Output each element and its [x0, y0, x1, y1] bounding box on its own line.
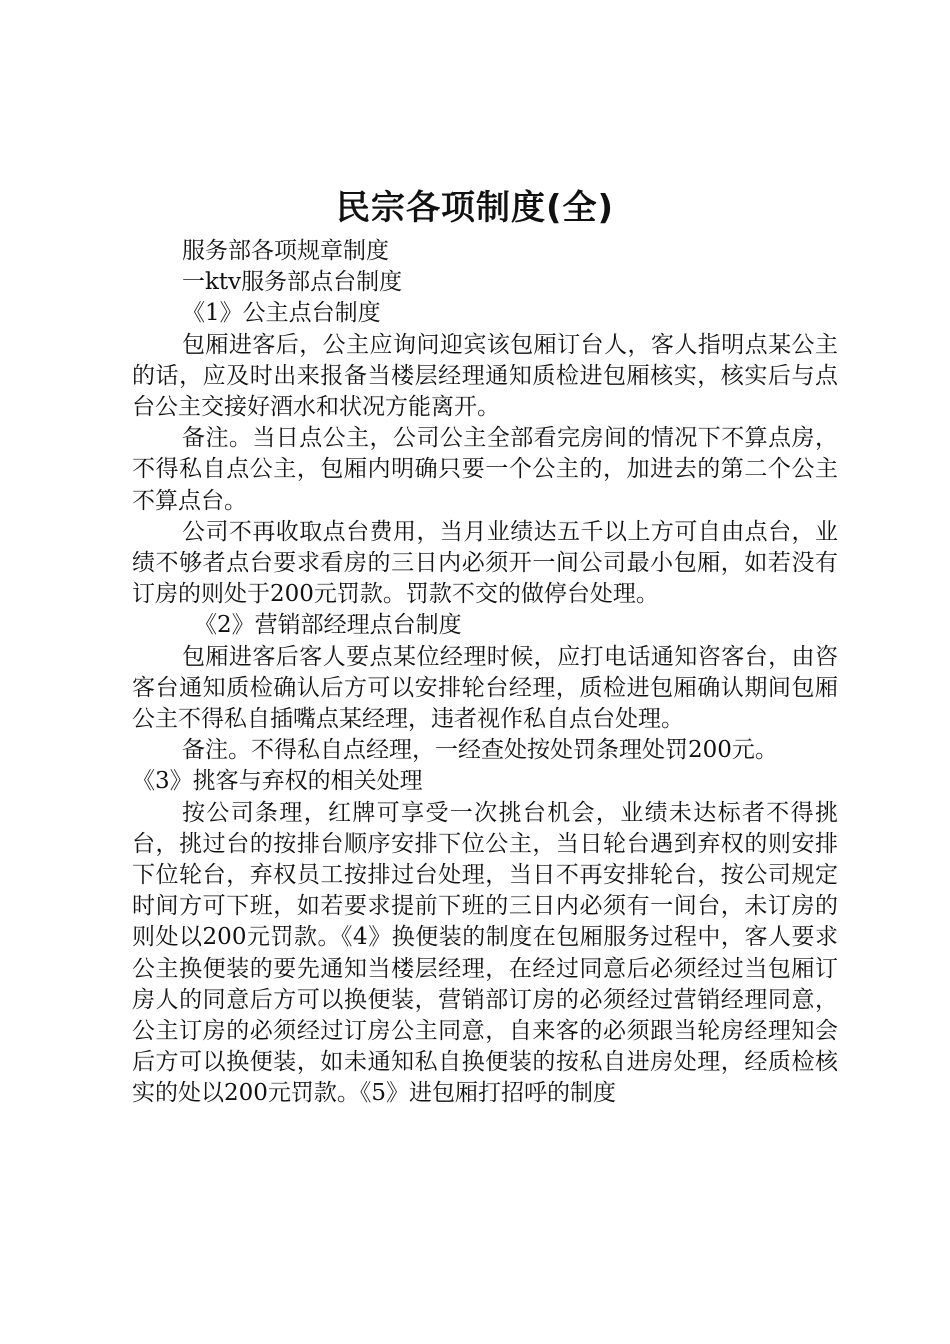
body-paragraph: 公司不再收取点台费用，当月业绩达五千以上方可自由点台，业绩不够者点台要求看房的三日内必须开一间公司最小包厢，如若没有订房的则处于200元罚款。罚款不交的做停台处理。: [132, 518, 838, 608]
subsection-heading: 《1》公主点台制度: [182, 300, 381, 327]
subsection-heading: 《2》营销部经理点台制度: [194, 612, 462, 639]
body-paragraph: 备注。当日点公主，公司公主全部看完房间的情况下不算点房，不得私自点公主，包厢内明确只要一个公主的，加进去的第二个公主不算点台。: [132, 425, 838, 514]
document-title: 民宗各项制度(全): [335, 188, 615, 228]
body-paragraph: 包厢进客后，公主应询问迎宾该包厢订台人，客人指明点某公主的话，应及时出来报备当楼层经理通知质检进包厢核实，核实后与点台公主交接好酒水和状况方能离开。: [132, 331, 838, 421]
section-heading: 服务部各项规章制度: [182, 238, 389, 264]
body-paragraph: 按公司条理，红牌可享受一次挑台机会，业绩未达标者不得挑台，挑过台的按排台顺序安排下位公主，当日轮台遇到弃权的则安排下位轮台，弃权员工按排过台处理，当日不再安排轮台，按公司规定时间方可下班，如若要求提前下班的三日内必须有一间台，未订房的则处以200元罚款。《4》换便装的制度在包厢服务过程中，客人要求公主换便装的要先通知当楼层经理，在经过同意后必须经过当包厢订房人的同意后方可以换便装，营销部订房的必须经过营销经理同意，公主订房的必须经过订房公主同意，自来客的必须跟当轮房经理知会后方可以换便装，如未通知私自换便装的按私自进房处理，经质检核实的处以200元罚款。《5》进包厢打招呼的制度: [132, 799, 838, 1107]
body-paragraph: 备注。不得私自点经理，一经查处按处罚条理处罚200元。: [182, 737, 778, 764]
body-paragraph: 包厢进客后客人要点某位经理时候，应打电话通知咨客台，由咨客台通知质检确认后方可以安排轮台经理，质检进包厢确认期间包厢公主不得私自插嘴点某经理，违者视作私自点台处理。: [132, 643, 838, 733]
document-body: [132, 236, 838, 1110]
subsection-heading: 《3》挑客与弃权的相关处理: [132, 768, 423, 795]
section-heading: 一ktv服务部点台制度: [182, 269, 403, 296]
